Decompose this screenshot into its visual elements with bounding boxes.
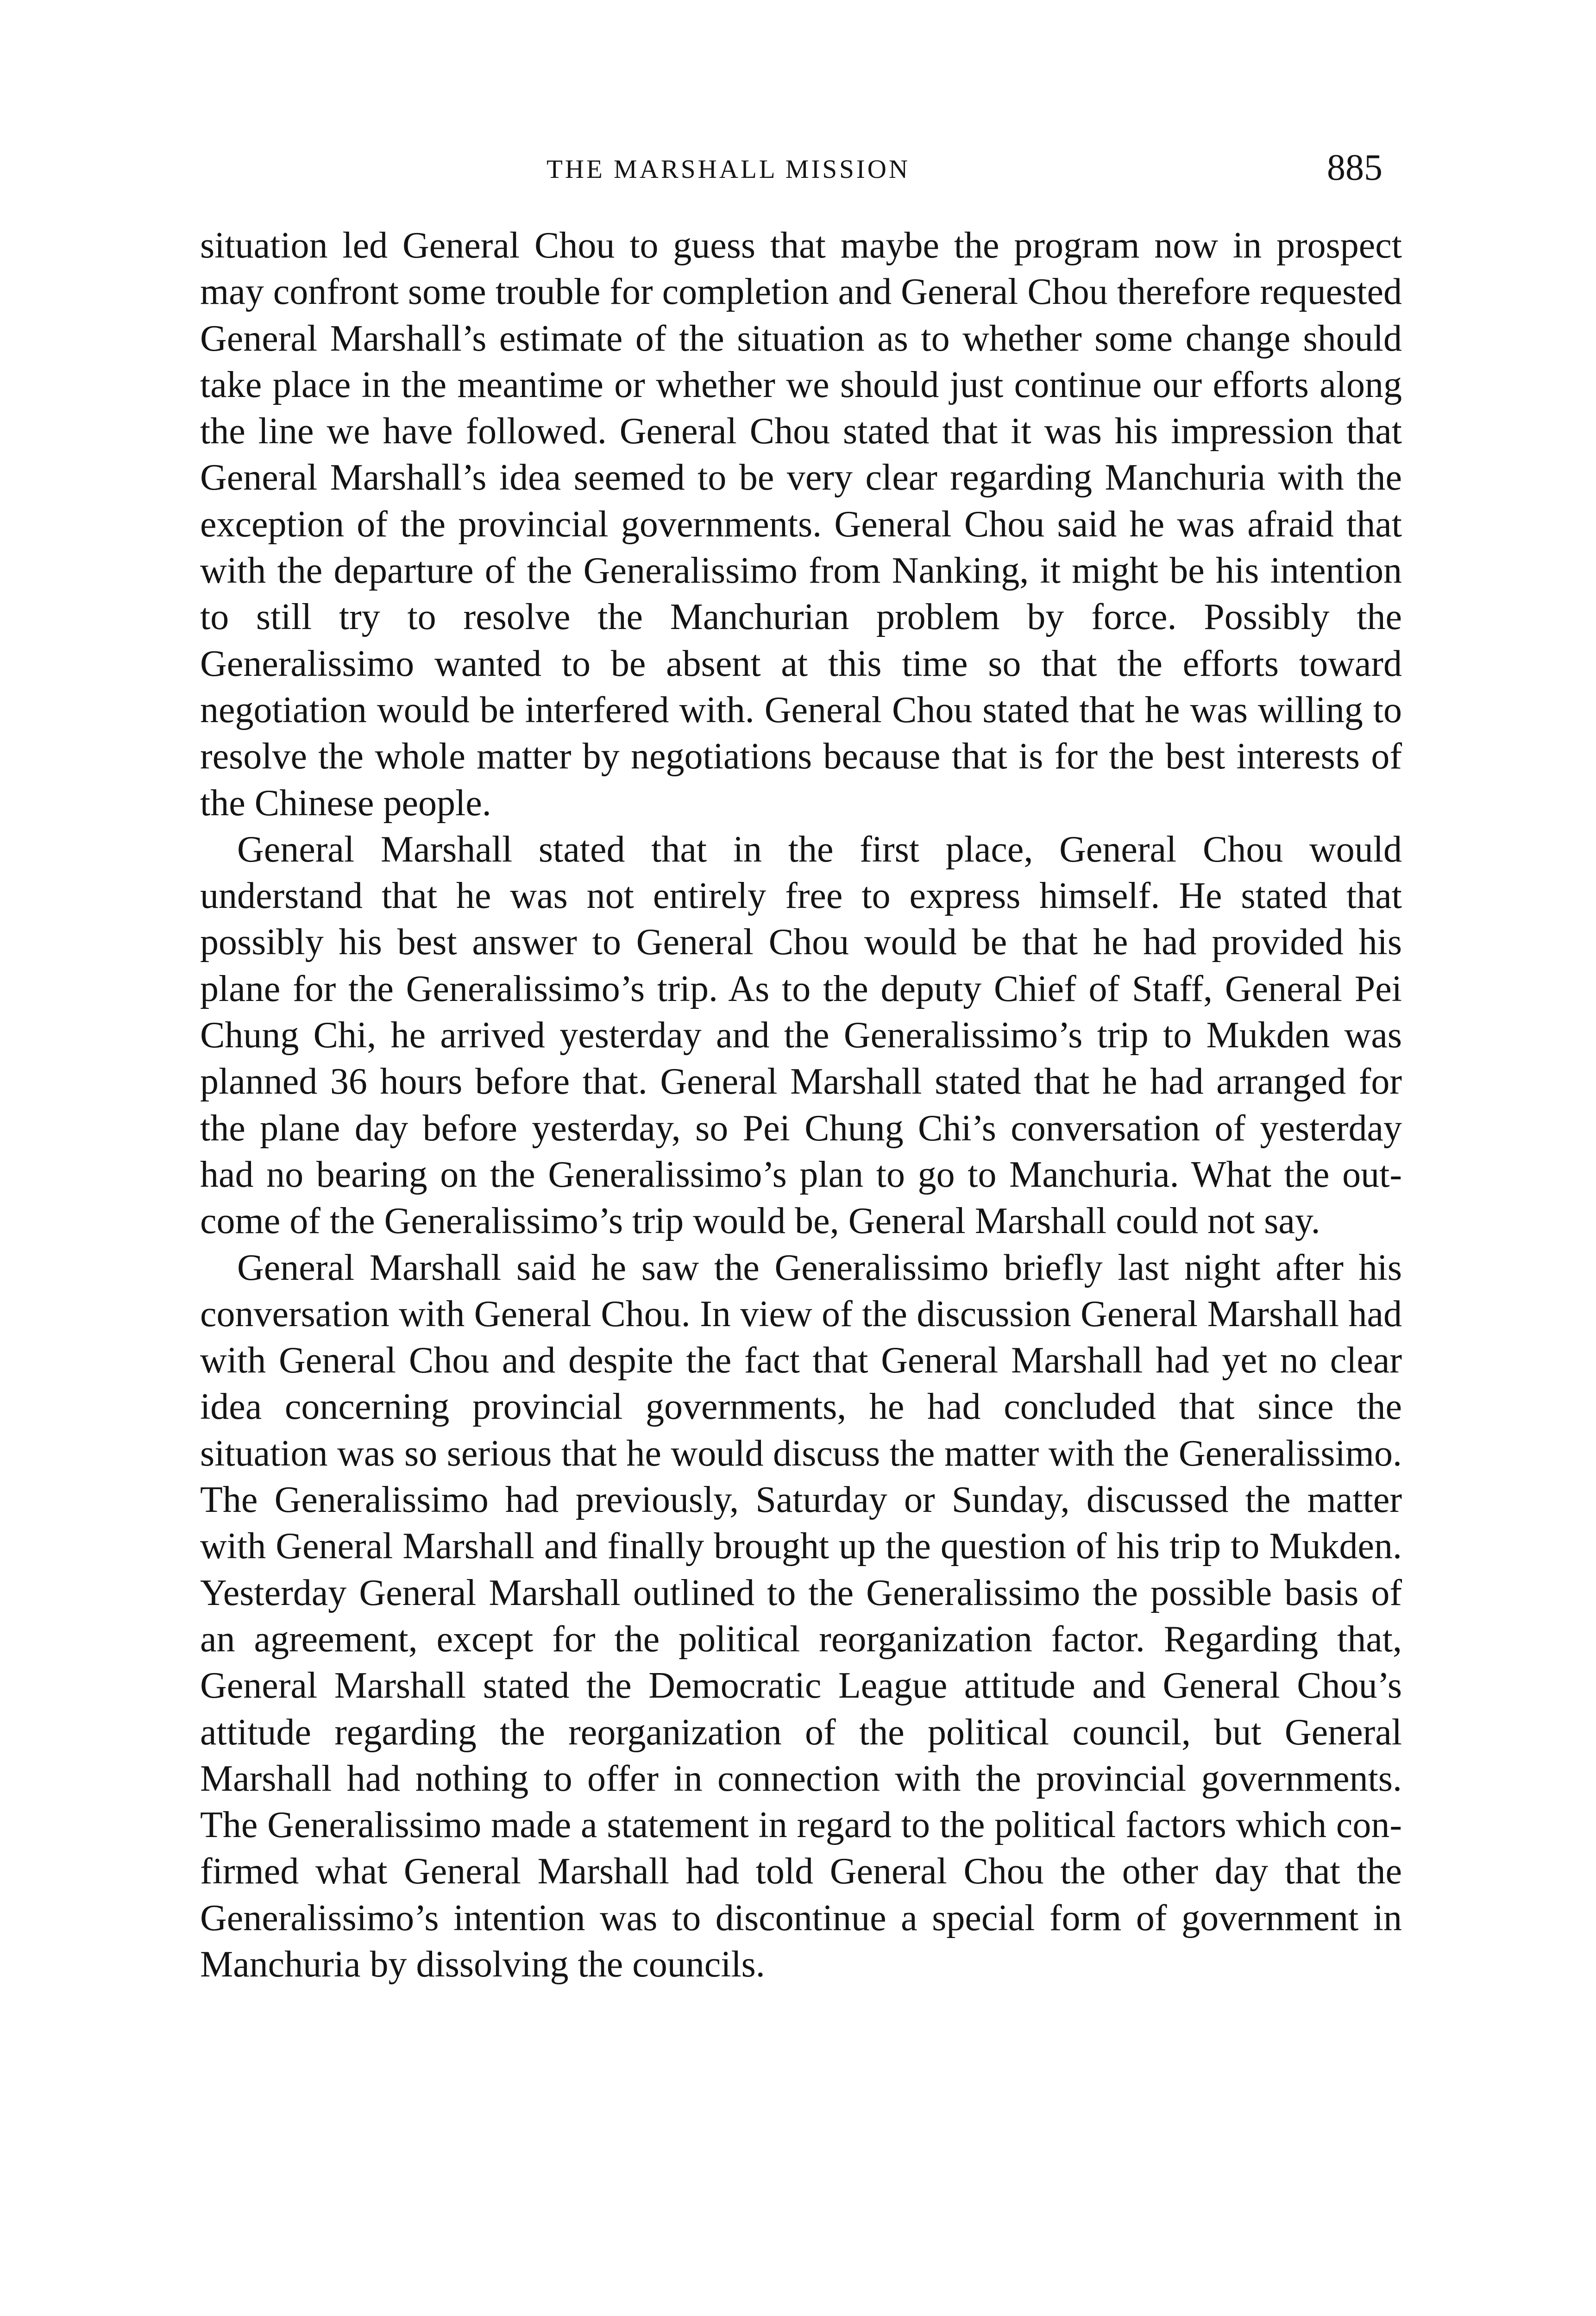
page-number: 885 [1327, 147, 1382, 188]
paragraph-continued: situation led General Chou to guess that maybe the program now in prospect may confront some trouble for completion and General Chou therefore requested General Marshall’s estimate of the situation as to whether some change should take place in the meantime or whether we should just continue our efforts along the line we have followed. General Chou stated that it was his impression that General Marshall’s idea seemed to be very clear regarding Manchuria with the exception of the provincial governments. General Chou said he was afraid that with the departure of the Generalissimo from Nanking, it might be his intention to still try to resolve the Manchurian problem by force. Possibly the Generalissimo wanted to be absent at this time so that the efforts toward negotiation would be interfered with. General Chou stated that he was willing to resolve the whole matter by negotiations because that is for the best interests of the Chinese people. [200, 225, 1402, 824]
paragraph: General Marshall stated that in the first place, General Chou would understand that he was not entirely free to express himself. He stated that possibly his best answer to General Chou would be that he had provided his plane for the Generalissimo’s trip. As to the deputy Chief of Staff, General Pei Chung Chi, he arrived yesterday and the Generalissimo’s trip to Mukden was planned 36 hours before that. General Marshall stated that he had arranged for the plane day before yesterday, so Pei Chung Chi’s conversation of yesterday had no bearing on the Generalissimo’s plan to go to Manchuria. What the outcome of the Generalissimo’s trip would be, General Marshall could not say. [200, 829, 1402, 1242]
paragraph: General Marshall said he saw the Generalissimo briefly last night after his conversation with General Chou. In view of the discussion General Marshall had with General Chou and despite the fact that General Marshall had yet no clear idea concerning provincial governments, he had concluded that since the situation was so serious that he would discuss the matter with the Generalissimo. The Generalissimo had previously, Saturday or Sunday, discussed the matter with General Marshall and finally brought up the question of his trip to Mukden. Yesterday General Marshall outlined to the Generalissimo the possible basis of an agreement, except for the political reorganization factor. Regarding that, General Marshall stated the Democratic League attitude and General Chou’s attitude regarding the reorganization of the political council, but General Marshall had nothing to offer in connection with the provincial governments. The Generalissimo made a statement in regard to the political factors which confirmed what General Marshall had told General Chou the other day that the Generalissimo’s intention was to discontinue a special form of government in Manchuria by dissolving the councils. [200, 1247, 1402, 1985]
running-header [0, 146, 1596, 193]
running-title: THE MARSHALL MISSION [547, 155, 911, 184]
body-text [200, 222, 1402, 1988]
